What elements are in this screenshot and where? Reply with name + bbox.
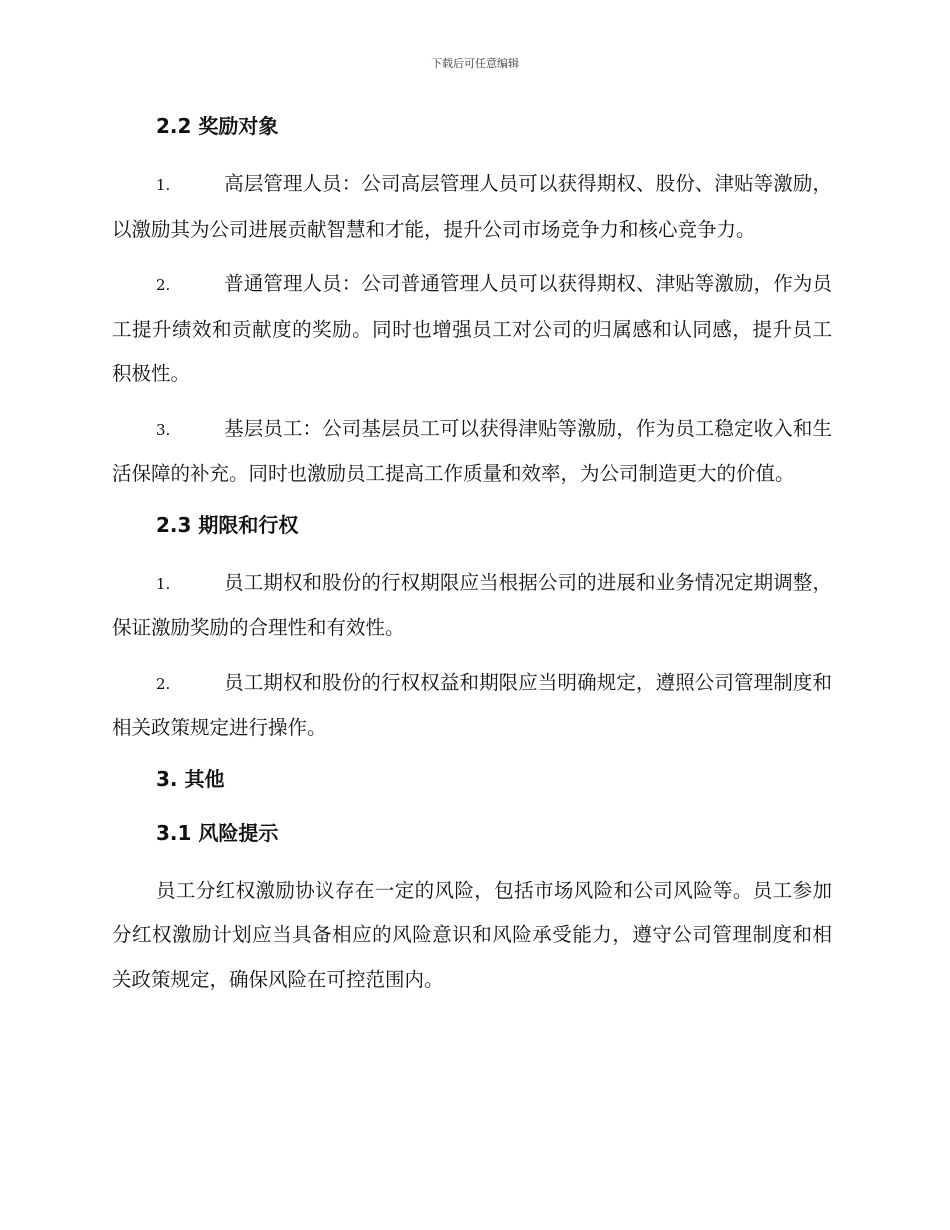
list-item (112, 407, 832, 497)
list-number: 1. (156, 176, 171, 194)
list-number: 2. (156, 674, 171, 693)
list-item (112, 661, 832, 751)
list-item-text: 基层员工：公司基层员工可以获得津贴等激励，作为员工稳定收入和生活保障的补充。同时也激励员工提高工作质量和效率，为公司制造更大的价值。 (112, 416, 832, 485)
list-number: 3. (156, 420, 171, 439)
list-item-text: 员工期权和股份的行权权益和期限应当明确规定，遵照公司管理制度和相关政策规定进行操作。 (112, 670, 832, 739)
section-heading-2-2: 2.2 奖励对象 (156, 114, 279, 138)
list-item (112, 262, 832, 397)
section-heading-2-3: 2.3 期限和行权 (156, 512, 299, 537)
list-number: 1. (156, 574, 171, 593)
document-body (112, 108, 832, 1012)
section-heading-3-1: 3.1 风险提示 (156, 820, 279, 845)
list-item-text: 员工期权和股份的行权期限应当根据公司的进展和业务情况定期调整，保证激励奖励的合理性和有效性。 (112, 570, 832, 639)
page-header: 下载后可任意编辑 (431, 57, 519, 70)
list-item (112, 561, 832, 651)
list-number: 2. (156, 276, 171, 294)
section-heading-3: 3. 其他 (156, 766, 225, 791)
risk-paragraph: 员工分红权激励协议存在一定的风险，包括市场风险和公司风险等。员工参加分红权激励计划应当具备相应的风险意识和风险承受能力，遵守公司管理制度和相关政策规定，确保风险在可控范围内。 (112, 878, 832, 991)
list-item-text: 高层管理人员：公司高层管理人员可以获得期权、股份、津贴等激励，以激励其为公司进展贡献智慧和才能，提升公司市场竞争力和核心竞争力。 (112, 172, 832, 241)
list-item (112, 162, 832, 252)
list-item-text: 普通管理人员：公司普通管理人员可以获得期权、津贴等激励，作为员工提升绩效和贡献度的奖励。同时也增强员工对公司的归属感和认同感，提升员工积极性。 (112, 272, 832, 385)
